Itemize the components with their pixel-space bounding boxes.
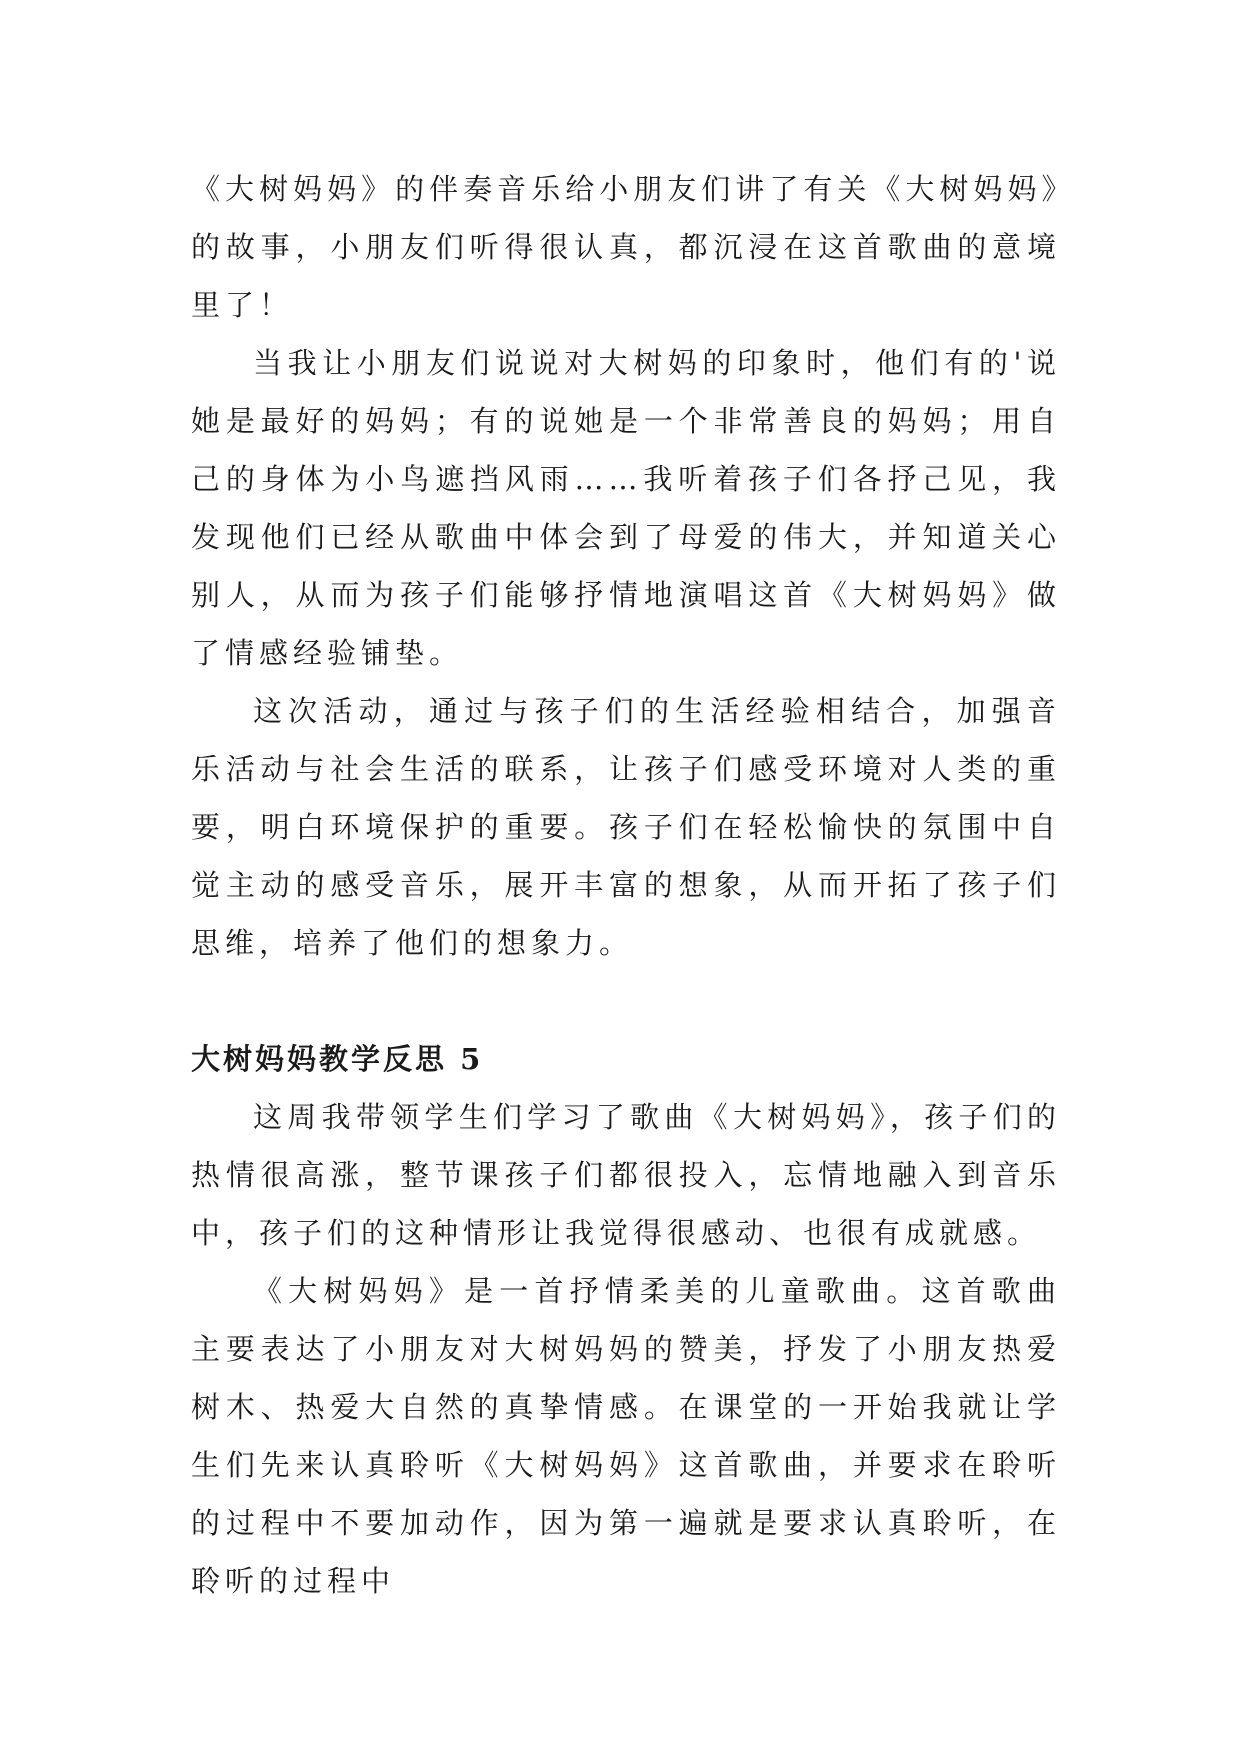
paragraph-week-lesson: 这周我带领学生们学习了歌曲《大树妈妈》，孩子们的热情很高涨，整节课孩子们都很投入，忘情地融入到音乐中，孩子们的这种情形让我觉得很感动、也很有成就感。 bbox=[191, 1100, 1061, 1250]
paragraph-song-description: 《大树妈妈》是一首抒情柔美的儿童歌曲。这首歌曲主要表达了小朋友对大树妈妈的赞美，抒发了小朋友热爱树木、热爱大自然的真挚情感。在课堂的一开始我就让学生们先来认真聆听《大树妈妈》这首歌曲，并要求在聆听的过程中不要加动作，因为第一遍就是要求认真聆听，在聆听的过程中 bbox=[191, 1274, 1061, 1598]
paragraph-story-intro: 《大树妈妈》的伴奏音乐给小朋友们讲了有关《大树妈妈》的故事，小朋友们听得很认真，都沉浸在这首歌曲的意境里了！ bbox=[191, 172, 1061, 322]
section-title: 大树妈妈教学反思 5 bbox=[191, 1042, 484, 1076]
paragraph-children-impressions: 当我让小朋友们说说对大树妈的印象时，他们有的'说她是最好的妈妈；有的说她是一个非常善良的妈妈；用自己的身体为小鸟遮挡风雨……我听着孩子们各抒己见，我发现他们已经从歌曲中体会到了母爱的伟大，并知道关心别人，从而为孩子们能够抒情地演唱这首《大树妈妈》做了情感经验铺垫。 bbox=[191, 346, 1061, 670]
paragraph-activity-summary: 这次活动，通过与孩子们的生活经验相结合，加强音乐活动与社会生活的联系，让孩子们感受环境对人类的重要，明白环境保护的重要。孩子们在轻松愉快的氛围中自觉主动的感受音乐，展开丰富的想象，从而开拓了孩子们思维，培养了他们的想象力。 bbox=[191, 694, 1061, 960]
